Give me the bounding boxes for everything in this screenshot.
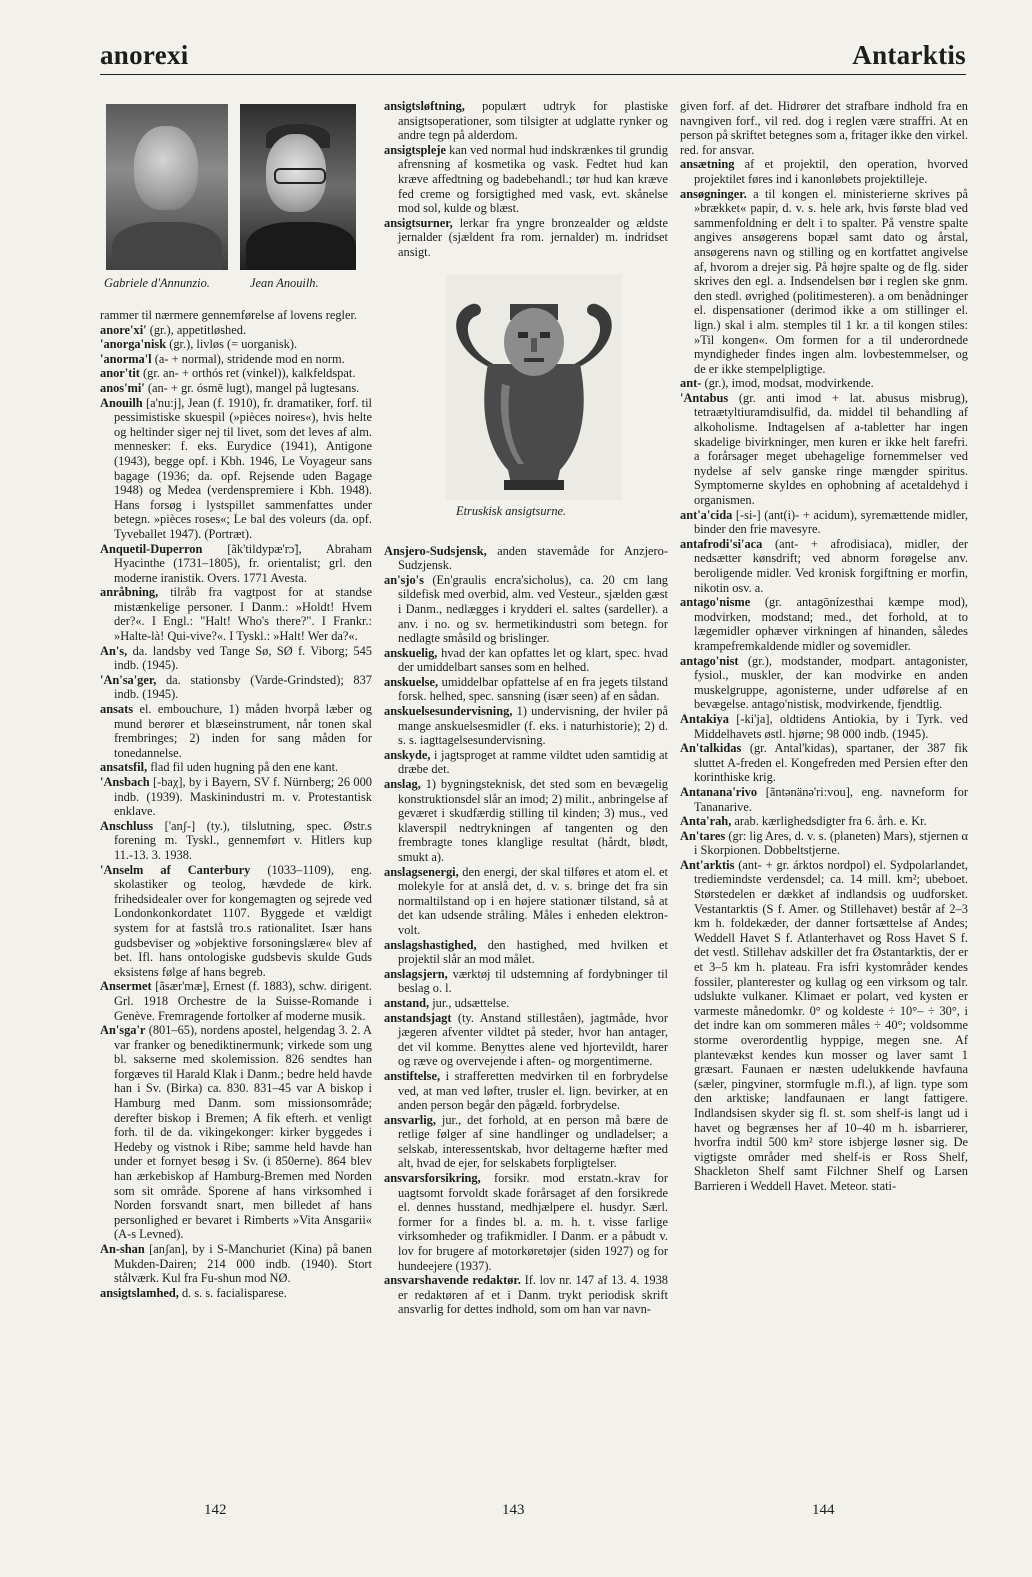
entry-headword: 'An'sa'ger, xyxy=(100,672,157,687)
dictionary-entry xyxy=(100,323,372,338)
entry-definition: [ãk'tildypæ'rɔ̃], Abraham Hyacinthe (1731–1805), fr. orientalist; grl. den moderne iranistik. Overs. 1771 Avesta. xyxy=(114,541,372,585)
dictionary-entry xyxy=(100,396,372,542)
entry-definition: populært udtryk for plastiske ansigtsoperationer, som tilsigter at udglatte rynker og andre tegn på alderdom. xyxy=(398,99,668,143)
dictionary-entry xyxy=(680,187,968,377)
dictionary-entry xyxy=(384,675,668,704)
entry-headword: ant- xyxy=(680,376,702,391)
continued-text: given forf. af det. Hidrører det strafbare indhold fra en navngiven forf., vil red. dog i reglen være straffri. At en person på skriftet betegnes som a, fritager ikke den virkel. red. for ansvar. xyxy=(680,99,968,157)
entry-headword: 'Antabus xyxy=(680,390,729,405)
vase-caption: Etruskisk ansigtsurne. xyxy=(456,503,567,518)
dictionary-entry xyxy=(384,1273,668,1317)
entry-definition: (gr: lig Ares, d. v. s. (planeten) Mars), stjernen α i Skorpionen. Dobbeltstjerne. xyxy=(694,828,968,858)
entry-headword: ansigtslamhed, xyxy=(100,1285,179,1300)
dictionary-entry xyxy=(100,760,372,775)
dictionary-entry xyxy=(680,537,968,595)
dictionary-entry xyxy=(100,1286,372,1301)
page-number-middle: 143 xyxy=(502,1502,525,1518)
entry-headword: ansvarsforsikring, xyxy=(384,1171,481,1186)
entry-definition: (gr. an- + orthós ret (vinkel)), kalkfeldspat. xyxy=(139,366,356,381)
entry-definition: (gr.), appetitløshed. xyxy=(146,322,247,337)
portrait-anouilh xyxy=(240,104,356,270)
entry-headword: anslag, xyxy=(384,777,421,792)
dictionary-entry xyxy=(384,748,668,777)
dictionary-entry xyxy=(384,704,668,748)
dictionary-entry xyxy=(100,673,372,702)
dictionary-entry xyxy=(384,216,668,260)
dictionary-entry xyxy=(680,508,968,537)
entry-headword: anos'mi' xyxy=(100,380,145,395)
entry-list xyxy=(384,99,668,260)
portrait-photos xyxy=(100,96,372,298)
entry-list xyxy=(384,544,668,1317)
running-head-right: Antarktis xyxy=(852,40,966,70)
dictionary-entry xyxy=(100,702,372,760)
dictionary-entry xyxy=(100,979,372,1023)
entry-definition: (En'graulis encra'sicholus), ca. 20 cm lang sildefisk med overbid, alm. ved Vesteur., sjælden gæst i Danm., nedlægges i krydderi el. saltes (sardeller). a anv. i no. og sv. hermetikindustri som betegn. for nedlagte småsild og brislinger. xyxy=(398,572,668,646)
entry-definition: forsikr. mod erstatn.-krav for uagtsomt forvoldt skade forårsaget af den forsikrede el. dennes husstand, medhjælpere el. husdyr. Særl. former for a findes bl. a. m. h. t. visse farlige virksomheder og trafikmidler. I Danm. er a påbudt v. lov for brugere af motorkøretøjer (siden 1927) og for hundeejere (1937). xyxy=(398,1171,668,1273)
entry-definition: [-baχ], by i Bayern, SV f. Nürnberg; 26 000 indb. (1939). Maskinindustri m. v. Protestantisk enklave. xyxy=(114,775,372,819)
dictionary-entry xyxy=(384,573,668,646)
entry-headword: An'sga'r xyxy=(100,1023,146,1038)
dictionary-entry xyxy=(384,544,668,573)
entry-headword: anslagshastighed, xyxy=(384,937,477,952)
dictionary-entry xyxy=(384,777,668,865)
dictionary-entry xyxy=(680,741,968,785)
running-head-left: anorexi xyxy=(100,40,189,70)
entry-definition: flad fil uden hugning på den ene kant. xyxy=(147,760,339,775)
dictionary-entry xyxy=(384,1171,668,1273)
entry-headword: Antanana'rivo xyxy=(680,784,758,799)
entry-headword: ansigtsløftning, xyxy=(384,99,465,113)
entry-headword: 'Anselm af Canterbury xyxy=(100,862,251,877)
dictionary-entry xyxy=(100,337,372,352)
dictionary-entry xyxy=(680,785,968,814)
photo-caption: Jean Anouilh. xyxy=(250,276,319,290)
entry-definition: da. stationsby (Varde-Grindsted); 837 indb. (1945). xyxy=(114,672,372,702)
entry-definition: den hastighed, med hvilken et projektil slår an mod målet. xyxy=(398,937,668,967)
column-3 xyxy=(680,99,968,1194)
dictionary-entry xyxy=(680,376,968,391)
dictionary-entry xyxy=(384,938,668,967)
entry-headword: 'Ansbach xyxy=(100,775,150,789)
page-number-right: 144 xyxy=(812,1502,835,1518)
photo-caption: Gabriele d'Annunzio. xyxy=(104,276,210,290)
photo-glasses xyxy=(274,168,326,184)
entry-headword: Ant'arktis xyxy=(680,857,735,872)
entry-headword: ansigtsurner, xyxy=(384,215,453,230)
entry-headword: Ansjero-Sudsjensk, xyxy=(384,543,487,558)
dictionary-entry xyxy=(384,646,668,675)
entry-definition: [anʃan], by i S-Manchuriet (Kina) på banen Mukden-Dairen; 214 000 indb. (1940). Stort stålværk. Kul fra Fu-shun mod NØ. xyxy=(114,1242,372,1286)
entry-definition: umiddelbar opfattelse af en fra jegets tilstand forsk. helhed, spec. sansning (især seen) af en sådan. xyxy=(398,674,668,704)
entry-definition: af et projektil, den operation, hvorved projektilet føres ind i kanonløbets projektilleje. xyxy=(694,157,968,186)
entry-definition: [-si-] (ant(i)- + acidum), syremættende midler, binder den frie mavesyre. xyxy=(694,507,968,537)
dictionary-entry xyxy=(680,858,968,1194)
entry-definition: (ty. Anstand stilleståen), jagtmåde, hvor jægeren afventer vildtet på steder, hvor han antager, det vil komme. Benyttes alene ved hjortevildt, harer og ræve og overvejende i aften- og morgentimerne. xyxy=(398,1010,668,1069)
entry-definition: (an- + gr. ósmē lugt), mangel på lugtesans. xyxy=(144,380,360,395)
dictionary-entry xyxy=(384,143,668,216)
entry-headword: ansigtspleje xyxy=(384,142,446,157)
entry-list xyxy=(680,157,968,1193)
entry-definition: a til kongen el. ministerierne skrives på »brækket« papir, d. v. s. hele ark, hvis første blad ved sammenfoldning er delt i to spalter. På venstre spalte angives ansøgerens bopæl samt dato og årstal, ansøgerens navn og stilling og en kortfattet angivelse af, hvorom a drejer sig. På højre spalte og de flg. sider skrives den egl. a. Indsendelsen bør i reglen ske gnm. den stedl. øvrighed (politimesteren). a om benådninger el. dispensationer (derimod ikke a om stillinger el. lign.) skal i alm. stemples til 1 kr. a til kongen stiles: »Til kongen«. Om formen for a til underordnede myndigheder findes ingen alm. lovbestemmelser, og de er ikke stempelpligtige. xyxy=(694,186,968,376)
entry-headword: antago'nist xyxy=(680,653,739,668)
entry-definition: værktøj til udstemning af fordybninger til beslag o. l. xyxy=(398,966,668,996)
entry-headword: anslagsjern, xyxy=(384,966,448,981)
entry-headword: Antakiya xyxy=(680,711,729,726)
dictionary-entry xyxy=(384,1069,668,1113)
entry-definition: (gr.), imod, modsat, modvirkende. xyxy=(701,376,874,391)
dictionary-entry xyxy=(100,644,372,673)
entry-definition: (801–65), nordens apostel, helgendag 3. 2. A var franker og benediktinermunk; virkede som ung bl. sakserne med skolemission. 826 sendtes han forgæves til Harald Klak i Danm.; bedre held havde han i Sv. (Birka) ca. 830. 831–45 var A biskop i Hamburg med Danm. som missionsområde; derefter biskop i Bremen; A fik efterh. et venligt forh. til de da. vikingekonger: kirker byggedes i Hedeby og vistnok i Ribe; samme held havde han under et fornyet besøg i Sv. (i 850erne). 864 blev han ærkebiskop af Hamburg-Bremen med Norden som sit område. Sporene af hans virksomhed i Norden forsvandt snart, men billedet af hans personlighed er bevaret i Rimberts »Vita Ansgarii« (A-s Levned). xyxy=(114,1023,372,1242)
entry-definition: (gr. anti imod + lat. abusus misbrug), tetraætyltiuramdisulfid, da. middel til behandling af alkoholisme. Indtagelsen af a-tabletter har ingen skadelige bivirkninger, men kuren er ikke helt farefri. a forårsager meget ubehagelige fornemmelser ved nydelse af selv ganske ringe mængder spiritus. Symptomerne skyldes en ophobning af acetaldehyd i organismen. xyxy=(694,390,968,508)
entry-headword: antafrodi'si'aca xyxy=(680,536,763,551)
entry-headword: Ansermet xyxy=(100,979,152,994)
entry-definition: d. s. s. facialisparese. xyxy=(178,1285,287,1300)
entry-definition: jur., det forhold, at en person må bære de retlige følger af sine handlinger og undladelser; a selskab, interessentskab, hvor deltagerne hæfter med alt, hvad de ejer, for selskabets forpligtelser. xyxy=(398,1112,668,1171)
entry-definition: 1) undervisning, der hviler på mange anskuelsesmidler (f. eks. i naturhistorie); 2) d. s. s. iagttagelsesundervisning. xyxy=(398,704,668,748)
entry-headword: ansvarshavende redaktør. xyxy=(384,1273,521,1288)
entry-definition: lerkar fra yngre bronzealder og ældste jernalder (sjældent fra rom. jernalder) m. indridset ansigt. xyxy=(398,215,668,259)
entry-headword: 'anorma'l xyxy=(100,351,152,366)
entry-definition: [-ki'ja], oldtidens Antiokia, by i Tyrk. ved Middelhavets østl. hjørne; 98 000 indb. (1945). xyxy=(694,711,968,741)
entry-headword: An'tares xyxy=(680,828,726,843)
continued-text: rammer til nærmere gennemførelse af lovens regler. xyxy=(100,308,358,322)
entry-definition: den energi, der skal tilføres et atom el. et molekyle for at anslå det, d. v. s. bringe det fra sin normaltilstand op i en højere stationær tilstand, så at det kan udsende stråling. Måles i enheden elektron-volt. xyxy=(398,864,668,937)
portrait-dannunzio xyxy=(106,104,228,270)
entry-headword: ansøgninger. xyxy=(680,186,747,201)
entry-headword: 'anorga'nisk xyxy=(100,337,167,352)
entry-headword: ant'a'cida xyxy=(680,507,733,522)
dictionary-entry xyxy=(100,1023,372,1242)
entry-definition: (a- + normal), stridende mod en norm. xyxy=(151,351,345,366)
entry-headword: ansatsfil, xyxy=(100,760,148,775)
dictionary-entry xyxy=(384,996,668,1011)
dictionary-entry xyxy=(384,865,668,938)
vase-figure xyxy=(384,274,668,534)
page-number-left: 142 xyxy=(204,1502,227,1518)
column-1 xyxy=(100,96,372,1300)
photo-torso xyxy=(112,222,222,270)
entry-definition: 1) bygningsteknisk, det sted som en bevægelig konstruktionsdel slår an imod; 2) milit., anbringelse af geværet i skudfærdig stilling til kinden; 3) mus., ved klaverspil nedtrykningen af tangenten og den frembragte tones klanglige resultat (hårdt, blødt, smukt a). xyxy=(398,777,668,864)
dictionary-entry xyxy=(384,967,668,996)
entry-headword: anstand, xyxy=(384,995,430,1010)
entry-definition: jur., udsættelse. xyxy=(429,995,510,1010)
entry-definition: If. lov nr. 147 af 13. 4. 1938 er redaktøren af et i Danm. trykt periodisk skrift ansvarlig for dettes indhold, som om han var navn- xyxy=(398,1273,668,1317)
entry-definition: (gr. Antal'kidas), spartaner, der 387 fik sluttet A-freden el. Kongefreden med Persien efter den korinthiske krig. xyxy=(694,741,968,785)
entry-headword: anstandsjagt xyxy=(384,1010,452,1025)
entry-definition: [a'nu:j], Jean (f. 1910), fr. dramatiker, forf. til pessimistiske skuespil (»pièces noires«), hvis helte og heltinder siger nej til livet, som det leves af alm. mennesker: f. eks. Eurydice (1941), Antigone (1943), begge opf. i Kbh. 1946, Le Voyageur sans bagage (1936; da. opf. Rejsende uden Bagage 1948) og Medea (verdenspremiere i Kbh. 1948). Hans forsøg i lystspillet sammenfattes under betegn. »pièces roses«; Le bal des voleurs (da. opf. Tyveballet 1947). (Portræt). xyxy=(114,395,372,541)
photo-torso xyxy=(246,222,356,270)
entry-definition: (gr.), modstander, modpart. antagonister, fysiol., muskler, der kan modvirke en anden muskelgruppe, agonisterne, under udførelse af en bevægelse. antago'nistisk, modvirkende, fjendtlig. xyxy=(694,653,968,712)
entry-definition: hvad der kan opfattes let og klart, spec. hvad der umiddelbart sanses som en helhed. xyxy=(398,645,668,675)
entry-definition: da. landsby ved Tange Sø, SØ f. Viborg; 545 indb. (1945). xyxy=(114,643,372,673)
entry-headword: ansætning xyxy=(680,157,735,172)
dictionary-entry xyxy=(100,366,372,381)
dictionary-entry xyxy=(100,863,372,980)
dictionary-entry xyxy=(680,814,968,829)
dictionary-entry xyxy=(100,381,372,396)
entry-headword: ansvarlig, xyxy=(384,1112,436,1127)
entry-headword: An-shan xyxy=(100,1242,145,1256)
entry-headword: anskyde, xyxy=(384,747,431,762)
dictionary-entry xyxy=(100,819,372,863)
entry-definition: (ant- + gr. árktos nordpol) el. Sydpolarlandet, trediemindste verdensdel; ca. 14 mill. km²; ubeboet. Størstedelen er dækket af indlandsis og uudforsket. Vestantarktis (S f. Amer. og Stillehavet) består af 2–3 km h. foldekæder, der danner fortsættelse af Andes; Weddell Havet S f. Atlanterhavet og Ross Havet S f. det vestl. Stillehav adskiller det fra Østantarktis, der er et 3–5 km h. plateau. Fra isfri kystområder kendes fossiler, planterester og kullag og een virksom og talr. udslukte vulkaner. Klimaet er polart, ved kysten er varmeste månedomkr. 0° og koldeste ÷ 10°– ÷ 30°, i det indre kan om sommeren måles ÷ 40°; voldsomme storme overordentlig hyppige, megen sne. Af plantevækst kendes kun mosser og laver samt 1 græsart. Faunaen er næsten udelukkende havfauna (sæler, pingviner, stormfugle m.fl.), af lign. type som den arktiske; landfaunaen er langt fattigere. Indlandsisen skyder sig fl. st. som shelf-is langt ud i havet og begrænses her af 10–40 m h. isbarrierer, hvorfra indtil 500 km² store isbjerge løsner sig. De vigtigste områder med shelf-is er Ross Shelf, Shackleton Shelf samt Filchner Shelf og Larsen Barrieren i Weddell Havet. Meteor. stati- xyxy=(694,857,968,1193)
dictionary-entry xyxy=(100,775,372,819)
entry-headword: antago'nisme xyxy=(680,595,751,610)
header-rule xyxy=(100,74,966,75)
dictionary-entry xyxy=(100,542,372,586)
dictionary-entry xyxy=(680,712,968,741)
entry-headword: anskuelse, xyxy=(384,674,439,689)
entry-headword: Anta'rah, xyxy=(680,814,732,829)
entry-headword: An'talkidas xyxy=(680,741,742,756)
entry-definition: (gr. antagōnízesthai kæmpe mod), modvirken, modstand; med., det forhold, at to lægemidler ophæver virkningen af hinanden, således krampefremkaldende midler og sovemidler. xyxy=(694,595,968,653)
dictionary-entry xyxy=(680,595,968,653)
entry-headword: Anquetil-Duperron xyxy=(100,541,203,556)
photo-face xyxy=(134,126,198,210)
entry-definition: el. embouchure, 1) måden hvorpå læber og mund berører et blæseinstrument, når tonen skal frembringes; 2) inden for sang måden for tonedannelse. xyxy=(114,702,372,760)
entry-definition: arab. kærlighedsdigter fra 6. årh. e. Kr. xyxy=(731,814,927,829)
dictionary-entry xyxy=(100,1242,372,1286)
entry-definition: (ant- + afrodisiaca), midler, der nedsætter kønsdrift; ved abnorm forøgelse anv. beroligende midler. Ved kronisk forgiftning er morfin, nikotin osv. a. xyxy=(694,536,968,595)
entry-definition: tilråb fra vagtpost for at standse mistænkelige personer. I Danm.: »Holdt! Hvem der?«. I Engl.: "Halt! Who's there?". I Frankr.: »Halte-là! Qui-vive?«. I Tyskl.: »Halt! Wer da?«. xyxy=(114,585,372,644)
entry-headword: ansats xyxy=(100,702,134,717)
dictionary-entry xyxy=(384,1113,668,1171)
dictionary-entry xyxy=(680,391,968,508)
dictionary-entry xyxy=(384,1011,668,1069)
entry-headword: Anouilh xyxy=(100,395,143,410)
dictionary-entry xyxy=(680,829,968,858)
entry-definition: kan ved normal hud indskrænkes til grundig afrensning af kosmetika og vask. Fedtet hud kan kræve affedtning og badebehandl.; tør hud kan kræve fed creme og forsigtighed med vask, evt. skånelse mod sol, kulde og blæst. xyxy=(398,142,668,216)
entry-headword: anskuelsesundervisning, xyxy=(384,704,513,719)
entry-definition: [ãntənänə'ri:vou], eng. navneform for Tananarive. xyxy=(694,784,968,814)
entry-headword: anore'xi' xyxy=(100,322,147,337)
entry-headword: An's, xyxy=(100,643,128,658)
entry-definition: (gr.), livløs (= uorganisk). xyxy=(166,337,298,352)
entry-headword: an'sjo's xyxy=(384,572,424,587)
entry-headword: Anschluss xyxy=(100,818,154,833)
entry-headword: anor'tit xyxy=(100,366,140,381)
dictionary-entry xyxy=(384,99,668,143)
etruscan-face-urn-image xyxy=(384,274,668,500)
dictionary-entry xyxy=(100,352,372,367)
dictionary-entry xyxy=(100,585,372,643)
entry-definition: [ãsær'mæ], Ernest (f. 1883), schw. dirigent. Grl. 1918 Orchestre de la Suisse-Romande i Genève. Fremragende fortolker af moderne musik. xyxy=(114,979,372,1023)
entry-definition: i jagtsproget at ramme vildtet uden samtidig at dræbe det. xyxy=(398,747,668,777)
entry-definition: i strafferetten medvirken til en forbrydelse ved, at man ved løfter, trusler el. lign. bevirker, at en anden person begår den pågæld. forbrydelse. xyxy=(398,1068,668,1113)
entry-headword: anråbning, xyxy=(100,585,159,600)
dictionary-entry xyxy=(680,157,968,186)
entry-headword: anskuelig, xyxy=(384,645,438,660)
entry-headword: anstiftelse, xyxy=(384,1068,441,1083)
entry-definition: (1033–1109), eng. skolastiker og teolog, hævdede de kirk. frihedsidealer over for kongemagten og sejrede ved Londonkonkordatet 1107. Byggede et vældigt system for at fastslå tro.s rationalitet. Især hans gudsbeviser og »objektive forsoningslære« blev af bet. Ifl. hans ontologiske gudsbevis skulde Guds eksistens følge af hans begreb. xyxy=(114,862,372,979)
entry-definition: ['anʃ-] (ty.), tilslutning, spec. Østr.s forening m. Tyskl., gennemført v. Hitlers kup 11.-13. 3. 1938. xyxy=(114,818,372,862)
entry-definition: anden stavemåde for Anzjero-Sudzjensk. xyxy=(398,543,668,573)
column-2 xyxy=(384,99,668,1317)
dictionary-entry xyxy=(680,654,968,712)
entry-list xyxy=(100,323,372,1301)
entry-headword: anslagsenergi, xyxy=(384,864,459,879)
